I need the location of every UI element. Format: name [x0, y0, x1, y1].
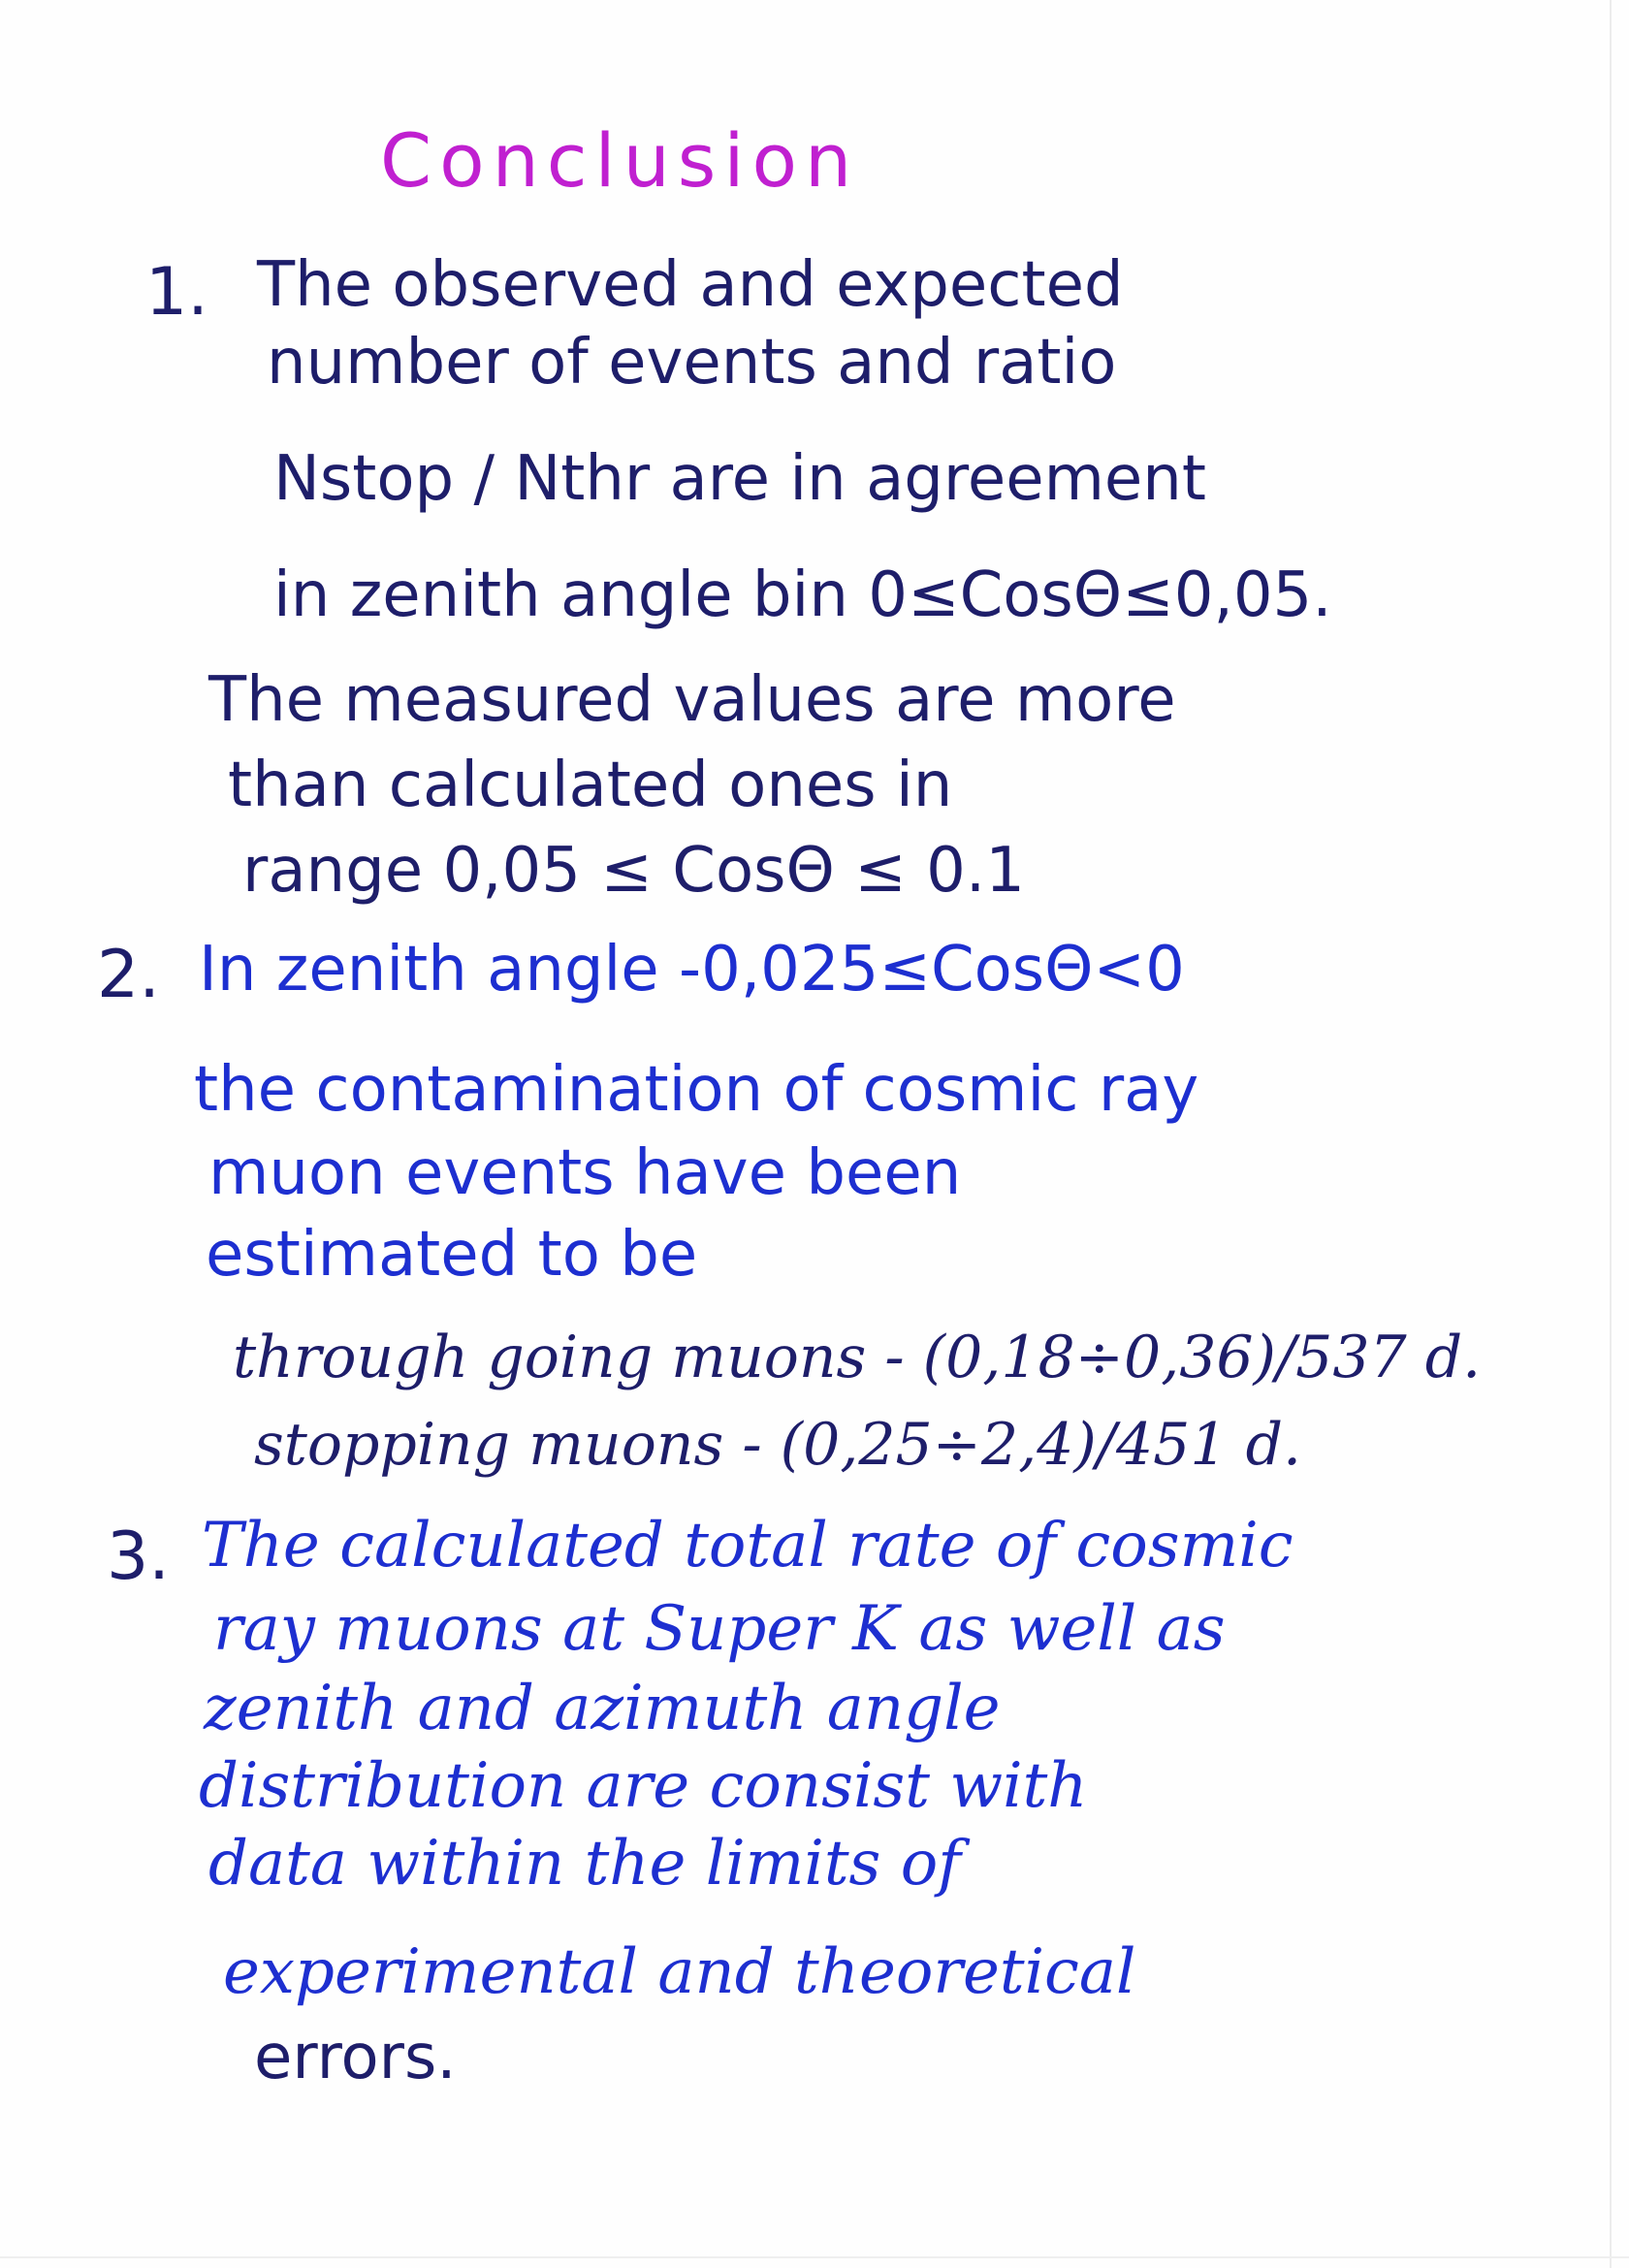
item-3-line-6: experimental and theoretical: [223, 1936, 1136, 2008]
item-2-line-1: In zenith angle -0,025≤CosΘ<0: [199, 934, 1185, 1006]
item-3-line-1: The calculated total rate of cosmic: [202, 1510, 1294, 1581]
item-2-line-2: the contamination of cosmic ray: [194, 1054, 1199, 1126]
item-3-line-4: distribution are consist with: [199, 1750, 1088, 1822]
paper-edge: [1610, 0, 1612, 2268]
item-1-line-3: Nstop / Nthr are in agreement: [273, 443, 1206, 515]
item-2-line-4: estimated to be: [206, 1219, 698, 1291]
item-1-line-5: The measured values are more: [208, 664, 1176, 736]
item-1-number: 1.: [145, 254, 208, 331]
item-2-number: 2.: [97, 937, 160, 1013]
item-3-line-2: ray muons at Super K as well as: [213, 1593, 1226, 1665]
item-3-number: 3.: [107, 1518, 170, 1595]
item-1-line-2: number of events and ratio: [267, 327, 1117, 399]
item-3-line-7: errors.: [254, 2022, 457, 2093]
item-3-line-5: data within the limits of: [208, 1828, 961, 1900]
item-3-line-3: zenith and azimuth angle: [204, 1673, 1001, 1744]
paper-edge-bottom: [0, 2256, 1629, 2258]
page-title: Conclusion: [380, 117, 860, 204]
item-1-line-4: in zenith angle bin 0≤CosΘ≤0,05.: [273, 559, 1332, 631]
item-1-line-6: than calculated ones in: [228, 750, 953, 821]
item-2-line-3: muon events have been: [208, 1137, 962, 1209]
item-1-line-7: range 0,05 ≤ CosΘ ≤ 0.1: [242, 835, 1025, 907]
item-2-line-6: stopping muons - (0,25÷2,4)/451 d.: [254, 1411, 1302, 1479]
item-1-line-1: The observed and expected: [257, 249, 1124, 321]
item-2-line-5: through going muons - (0,18÷0,36)/537 d.: [233, 1324, 1482, 1391]
